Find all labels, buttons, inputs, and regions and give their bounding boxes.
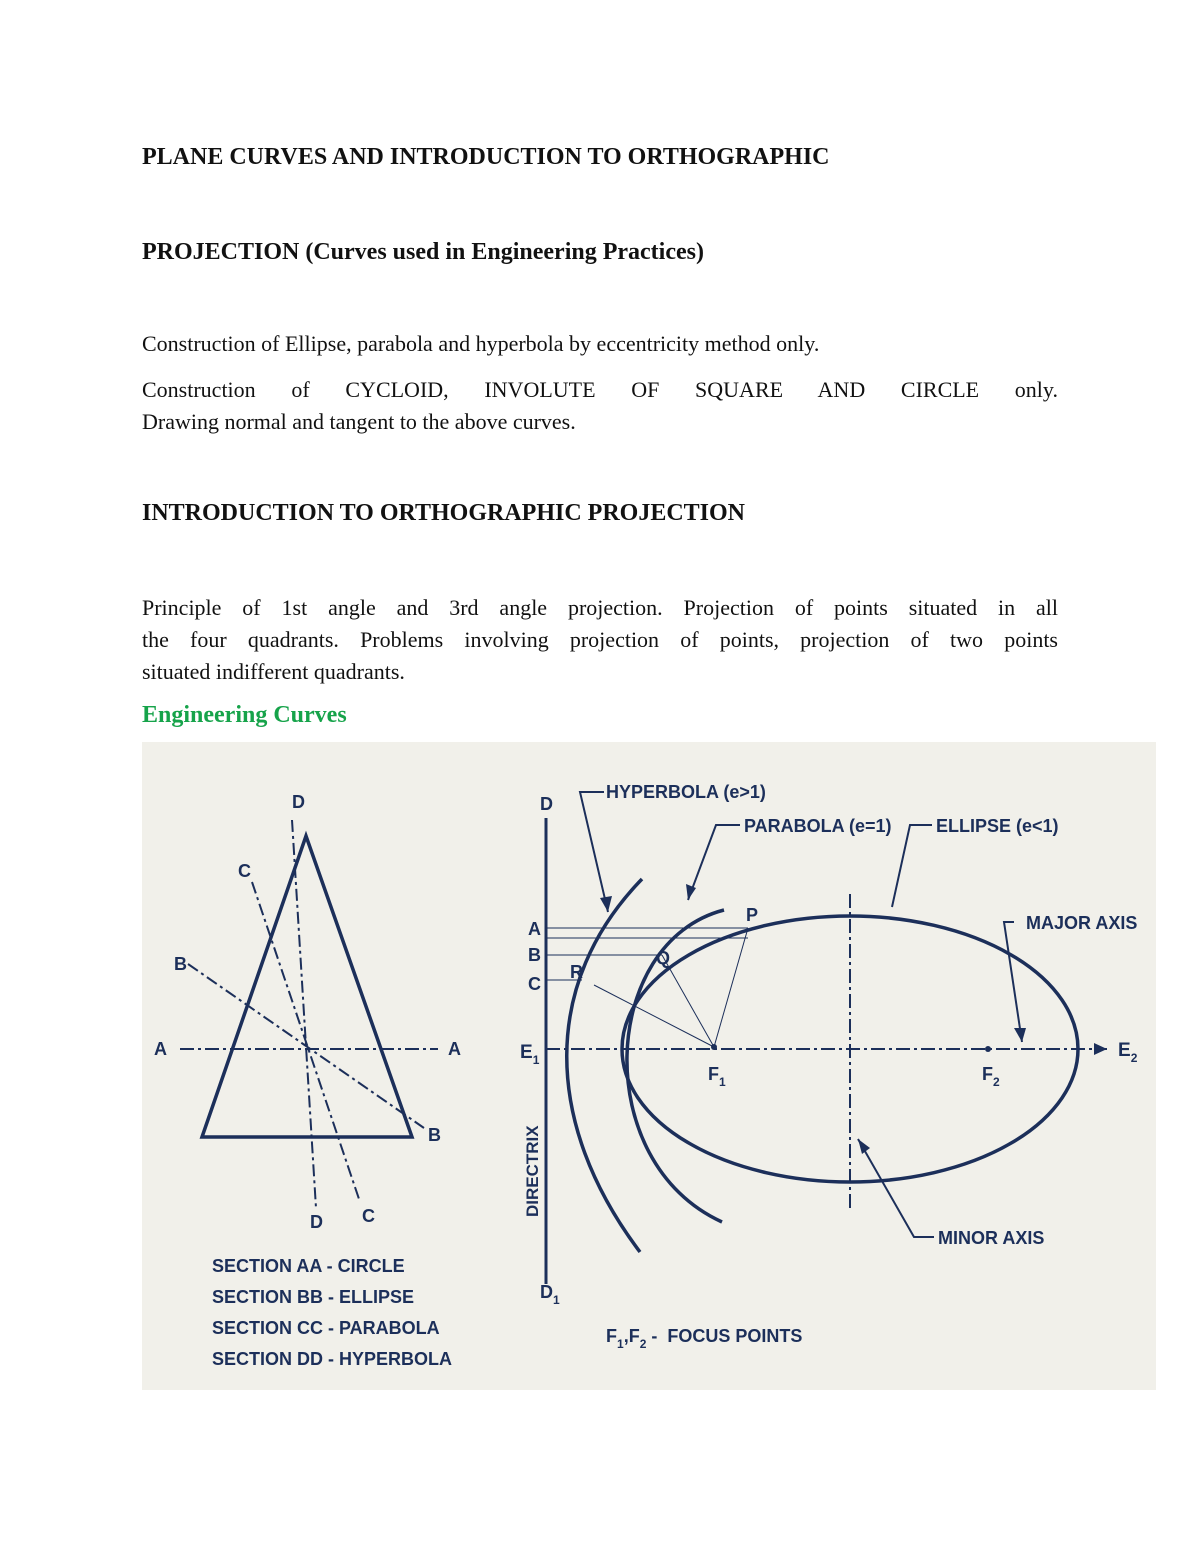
focus-points-caption: $F_1,F_2$ - FOCUS POINTS xyxy=(606,1326,803,1351)
label-q: Q xyxy=(656,948,671,968)
leader-arrowheads xyxy=(600,884,1026,1154)
legend-section-bb: SECTION BB - ELLIPSE xyxy=(212,1287,415,1307)
section-line-bb xyxy=(188,964,424,1128)
hyperbola-curve xyxy=(567,879,642,1252)
paragraph-normal-tangent: Drawing normal and tangent to the above curves. xyxy=(142,409,576,434)
label-d1: $D_1$ xyxy=(540,1282,560,1307)
label-ellipse: ELLIPSE (e<1) xyxy=(936,816,1059,836)
title-line-2: PROJECTION (Curves used in Engineering Practices) xyxy=(142,239,704,265)
label-r: R xyxy=(570,962,583,982)
label-e1: $E_1$ xyxy=(520,1042,540,1067)
cone-diagram xyxy=(154,792,461,1369)
section-title-engineering-curves: Engineering Curves xyxy=(142,702,347,728)
cone-label-b-right: B xyxy=(428,1125,441,1145)
focus-point-f2 xyxy=(985,1046,991,1052)
label-f2: $F_2$ xyxy=(982,1064,1000,1089)
label-d: D xyxy=(540,794,553,814)
section-line-cc xyxy=(252,882,360,1202)
label-major-axis: MAJOR AXIS xyxy=(1026,913,1138,933)
conics-diagram xyxy=(520,782,1138,1351)
cone-label-a-right: A xyxy=(448,1039,461,1059)
label-p: P xyxy=(746,905,759,925)
label-f1: $F_1$ xyxy=(708,1064,726,1089)
leader-lines xyxy=(580,792,1022,1237)
label-parabola: PARABOLA (e=1) xyxy=(744,816,892,836)
axis-arrowhead xyxy=(1094,1043,1107,1055)
cone-label-d-bottom: D xyxy=(310,1212,323,1232)
label-c: C xyxy=(528,974,541,994)
legend-section-dd: SECTION DD - HYPERBOLA xyxy=(212,1349,453,1369)
label-a: A xyxy=(528,919,541,939)
title-line-1: PLANE CURVES AND INTRODUCTION TO ORTHOGRAPHIC xyxy=(142,144,830,170)
label-b: B xyxy=(528,945,541,965)
engineering-curves-figure xyxy=(142,742,1156,1390)
cone-label-a-left: A xyxy=(154,1039,167,1059)
cone-label-c-bottom: C xyxy=(362,1206,375,1226)
figure-svg xyxy=(142,742,1156,1390)
paragraph-cycloid: Construction of CYCLOID, INVOLUTE OF SQUARE AND CIRCLE only. xyxy=(142,377,1058,402)
paragraph-principle-line-3: situated indifferent quadrants. xyxy=(142,659,405,684)
cone-label-c-top: C xyxy=(238,861,251,881)
legend-section-aa: SECTION AA - CIRCLE xyxy=(212,1256,405,1276)
paragraph-ellipse-parabola: Construction of Ellipse, parabola and hyperbola by eccentricity method only. xyxy=(142,331,820,356)
cone-label-b-left: B xyxy=(174,954,187,974)
cone-triangle xyxy=(202,836,412,1137)
paragraph-principle-line-1: Principle of 1st angle and 3rd angle projection. Projection of points situated in all xyxy=(142,595,1058,620)
cone-label-d-top: D xyxy=(292,792,305,812)
label-e2: $E_2$ xyxy=(1118,1040,1138,1065)
legend-section-cc: SECTION CC - PARABOLA xyxy=(212,1318,440,1338)
paragraph-principle-line-2: the four quadrants. Problems involving projection of points, projection of two points xyxy=(142,627,1058,652)
label-directrix: DIRECTRIX xyxy=(523,1125,542,1217)
label-minor-axis: MINOR AXIS xyxy=(938,1228,1045,1248)
heading-orthographic: INTRODUCTION TO ORTHOGRAPHIC PROJECTION xyxy=(142,500,746,526)
focus-point-f1 xyxy=(711,1044,717,1050)
label-hyperbola: HYPERBOLA (e>1) xyxy=(606,782,766,802)
